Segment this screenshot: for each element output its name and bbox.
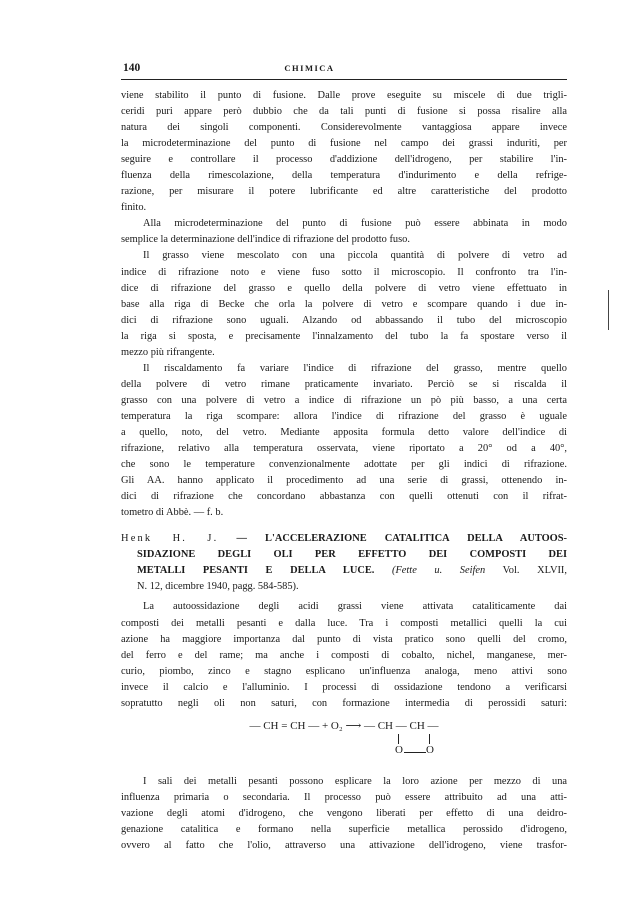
entry-details: N. 12, dicembre 1940, pagg. 584-585).: [137, 581, 299, 593]
entry-source: (Fette u. Seifen: [392, 565, 486, 577]
text-line: tometro di Abbè. — f. b.: [121, 507, 224, 519]
paragraph-2: [121, 216, 567, 248]
running-head: CHIMICA: [284, 63, 335, 73]
paragraph-3: [121, 248, 567, 360]
entry-title-2: SIDAZIONE DEGLI OLI PER EFFETTO DEI COMPOSTI DEI: [137, 549, 567, 561]
text-line: invece il calcio e l'alluminio. I processi di ossidazione tendono a verificarsi: [121, 681, 567, 693]
paragraph-1: [121, 88, 567, 216]
chemical-formula: [121, 714, 567, 770]
text-line: indice di rifrazione noto e viene fuso sotto il microscopio. Il confronto tra l'in-: [121, 266, 567, 278]
text-line: composti dei metalli pesanti e dalla luce. Tra i composti metallici quelli la cui: [121, 617, 567, 629]
text-line: ceridi puri appare però dubbio che da tali punti di fusione si possa risalire alla: [121, 106, 567, 118]
text-line: La autoossidazione degli acidi grassi viene attivata cataliticamente dai: [143, 601, 567, 613]
text-line: dici di rifrazione sono uguali. Alzando od abbassando il tubo del microscopio: [121, 314, 567, 326]
text-line: dici di rifrazione che concordano abbastanza con quelli ottenuti con il rifrat-: [121, 491, 567, 503]
entry-title-1: — L'ACCELERAZIONE CATALITICA DELLA AUTOOS-: [236, 533, 567, 545]
text-line: vazione degli atomi d'idrogeno, che vengono liberati per effetto di una deidro-: [121, 807, 567, 819]
bibliographic-entry: [121, 531, 567, 595]
text-line: seguire e controllare il processo d'addizione dell'idrogeno, per stabilire l'in-: [121, 154, 567, 166]
text-line: azione ha maggiore importanza dal punto di vista pratico sono quelli del cromo,: [121, 633, 567, 645]
text-line: curio, piombo, zinco e stagno esplicano un'influenza analoga, meno attivi sono: [121, 665, 567, 677]
header-rule: [121, 79, 567, 80]
text-line: viene stabilito il punto di fusione. Dalle prove eseguite su miscele di due trigli-: [121, 90, 567, 101]
text-line: Gli AA. hanno applicato il procedimento ad una serie di grassi, ottenendo in-: [121, 475, 567, 487]
text-line: influenza primaria o secondaria. Il processo può essere attribuito ad una atti-: [121, 791, 567, 803]
text-line: fluenza della rimescolazione, della temperatura d'indurimento e della refrige-: [121, 170, 567, 182]
text-line: base alla riga di Becke che orla la polvere di vetro e scompare quando i due in-: [121, 298, 567, 310]
text-line: sopratutto negli oli non saturi, con formazione intermedia di perossidi saturi:: [121, 697, 567, 709]
entry-author: Henk H. J.: [121, 533, 219, 545]
text-line: genazione catalitica e formano nella superficie metallica perossido d'idrogeno,: [121, 823, 567, 835]
text-line: Alla microdeterminazione del punto di fusione può essere abbinata in modo: [143, 218, 567, 230]
formula-oxygen-right: O: [426, 743, 434, 756]
paragraph-5: [121, 599, 567, 711]
text-line: semplice la determinazione dell'indice di rifrazione del prodotto fuso.: [121, 234, 410, 246]
text-line: Il riscaldamento fa variare l'indice di rifrazione del grasso, mentre quello: [143, 362, 567, 374]
text-line: ovvero al fatto che l'olio, attraverso una attivazione dell'idrogeno, viene trasfor-: [121, 839, 567, 851]
entry-title-3: METALLI PESANTI E DELLA LUCE.: [137, 565, 375, 577]
text-line: della polvere di vetro rimane praticamente invariato. Perciò se si riscalda il: [121, 378, 567, 390]
entry-line-3: [121, 563, 567, 579]
text-line: mezzo più rifrangente.: [121, 346, 215, 358]
text-line: la microdeterminazione del punto di fusione nel campo dei grassi induriti, per: [121, 138, 567, 150]
text-line: che sono le temperature convenzionalmente adottate per gli indici di rifrazione.: [121, 459, 567, 471]
text-line: grasso con una polvere di vetro a indice di rifrazione un pò più basso, a una certa: [121, 394, 567, 406]
text-line: a quello, noto, del vetro. Mediante apposita formula detto valore dell'indice di: [121, 426, 567, 438]
text-line: Il grasso viene mescolato con una piccola quantità di polvere di vetro ad: [143, 250, 567, 262]
paragraph-4: [121, 361, 567, 521]
text-line: finito.: [121, 202, 147, 214]
formula-equation: — CH = CH — + O₂ ⟶ — CH — CH —: [249, 719, 439, 732]
text-line: del ferro e del rame; ma anche i composti di cobalto, nichel, manganese, mer-: [121, 649, 567, 661]
text-line: temperatura la riga scompare: allora l'indice di rifrazione del grasso è uguale: [121, 410, 567, 422]
entry-volume: Vol. XLVII,: [502, 565, 567, 577]
formula-bond-peroxide: [404, 752, 426, 753]
text-line: dice di rifrazione del grasso e quello della polvere di vetro viene effettuato in: [121, 282, 567, 294]
text-line: la riga si sposta, e precisamente l'innalzamento del tubo la fa spostare verso il: [121, 330, 567, 342]
paragraph-6: [121, 774, 567, 854]
text-line: razione, per misurare il potere lubrificante ed altre caratteristiche del prodotto: [121, 186, 567, 198]
margin-mark: [608, 290, 609, 330]
article-body: [121, 88, 567, 854]
text-line: I sali dei metalli pesanti possono esplicare la loro azione per mezzo di una: [143, 775, 567, 787]
page-number: 140: [123, 62, 141, 74]
text-line: rifrazione, relativo alla temperatura osservata, viene riportato a 20° od a 40°,: [121, 443, 567, 455]
formula-oxygen-left: O: [395, 743, 403, 756]
text-line: natura dei singoli componenti. Considerevolmente vantaggiosa appare invece: [121, 122, 567, 134]
entry-line-1: [121, 531, 567, 547]
